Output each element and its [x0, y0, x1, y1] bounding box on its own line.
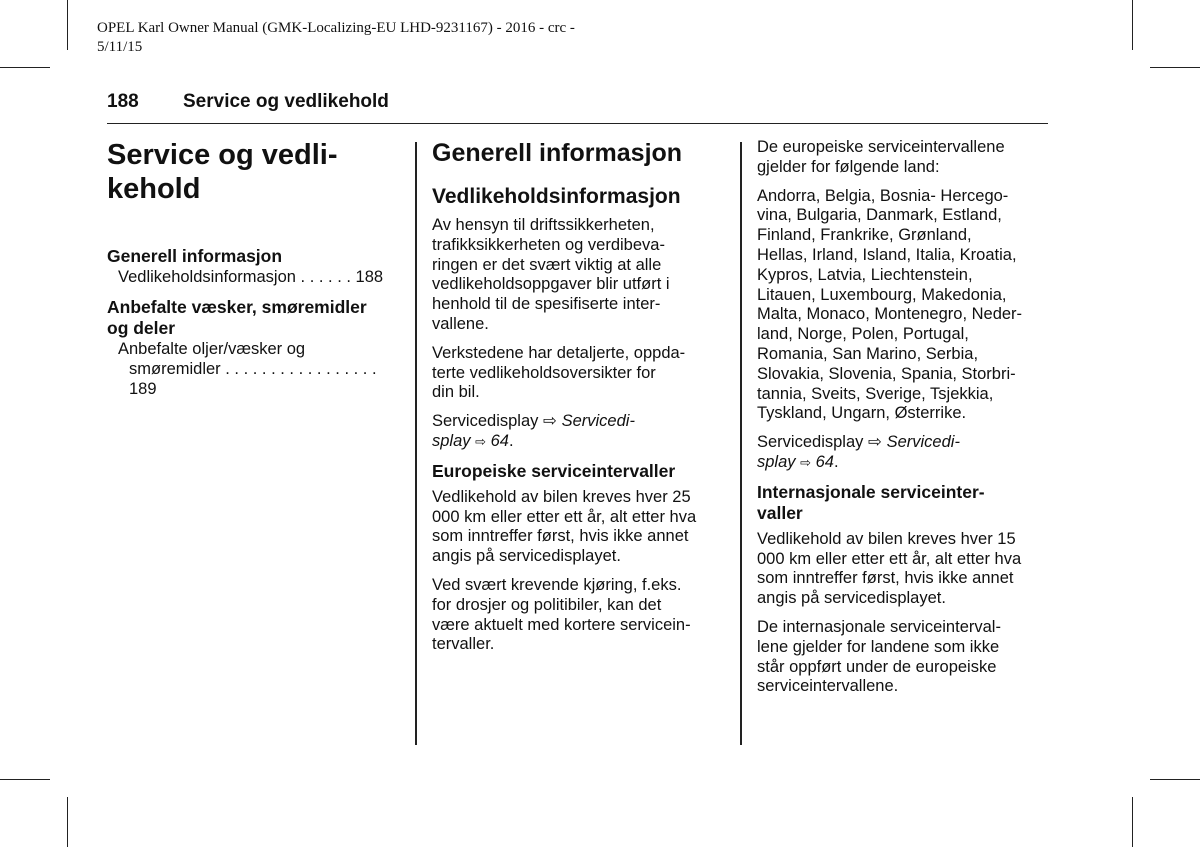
- subsection-heading: Internasjonale serviceinter- valler: [757, 481, 985, 523]
- page-reference[interactable]: 64: [490, 431, 509, 450]
- cross-reference[interactable]: Servicedisplay ⇨ Servicedi- splay ⇨ 64.: [432, 412, 635, 450]
- cross-reference[interactable]: Servicedisplay ⇨ Servicedi- splay ⇨ 64.: [757, 433, 960, 471]
- toc-entry[interactable]: Vedlikeholdsinformasjon . . . . . . 188: [118, 268, 384, 286]
- chapter-title: Service og vedli- kehold: [107, 139, 338, 205]
- toc-column: [107, 138, 402, 399]
- column-divider: [740, 142, 742, 745]
- document-meta: OPEL Karl Owner Manual (GMK-Localizing-EU LHD-9231167) - 2016 - crc - 5/11/15: [97, 20, 575, 55]
- reference-arrow-icon: ⇨: [542, 412, 557, 431]
- crop-mark: [67, 797, 68, 847]
- column-divider: [415, 142, 417, 745]
- reference-arrow-icon: ⇨: [475, 433, 487, 449]
- paragraph: Ved svært krevende kjøring, f.eks. for drosjer og politibiler, kan det være aktuelt med kortere servicein- tervaller.: [432, 575, 691, 654]
- crop-mark: [0, 67, 50, 68]
- subsection-heading: Vedlikeholdsinformasjon: [432, 185, 681, 208]
- crop-mark: [0, 779, 50, 780]
- paragraph: De internasjonale serviceinterval- lene gjelder for landene som ikke står oppført under de europeiske serviceintervallene.: [757, 617, 1001, 696]
- paragraph: De europeiske serviceintervallene gjelder for følgende land:: [757, 138, 1005, 176]
- running-title: Service og vedlikehold: [183, 91, 389, 112]
- crop-mark: [1150, 67, 1200, 68]
- crop-mark: [1132, 0, 1133, 50]
- section-heading: Generell informasjon: [432, 139, 683, 167]
- crop-mark: [67, 0, 68, 50]
- page-number: 188: [107, 91, 139, 112]
- subsection-heading: Europeiske serviceintervaller: [432, 460, 676, 481]
- running-header: [107, 90, 1048, 124]
- page-reference[interactable]: 64: [815, 452, 834, 471]
- toc-heading: Anbefalte væsker, smøremidler og deler: [107, 297, 367, 338]
- content-column-2: [757, 138, 1052, 706]
- reference-arrow-icon: ⇨: [867, 433, 882, 452]
- crop-mark: [1132, 797, 1133, 847]
- toc-heading: Generell informasjon: [107, 246, 283, 266]
- paragraph: Vedlikehold av bilen kreves hver 25 000 km eller etter ett år, alt etter hva som inntreffer først, hvis ikke annet angis på servicedisplayet.: [432, 487, 697, 566]
- country-list: Andorra, Belgia, Bosnia- Hercego- vina, Bulgaria, Danmark, Estland, Finland, Frankrike, Grønland, Hellas, Irland, Island, Italia, Kroatia, Kypros, Latvia, Liechtenstein, Litauen, Luxembourg, Makedonia, Malta, Monaco, Montenegro, Neder- land, Norge, Polen, Portugal, Romania, San Marino, Serbia, Slovakia, Slovenia, Spania, Storbri- tannia, Sveits, Sverige, Tsjekkia, Tyskland, Ungarn, Østerrike.: [757, 186, 1023, 423]
- toc-entry[interactable]: Anbefalte oljer/væsker og: [118, 340, 306, 358]
- toc-entry-continued[interactable]: smøremidler . . . . . . . . . . . . . . . . . 189: [129, 360, 377, 398]
- crop-mark: [1150, 779, 1200, 780]
- paragraph: Vedlikehold av bilen kreves hver 15 000 km eller etter ett år, alt etter hva som inntreffer først, hvis ikke annet angis på servicedisplayet.: [757, 529, 1022, 608]
- content-column-1: [432, 138, 727, 664]
- paragraph: Verkstedene har detaljerte, oppda- terte vedlikeholdsoversikter for din bil.: [432, 343, 686, 402]
- paragraph: Av hensyn til driftssikkerheten, trafikksikkerheten og verdibeva- ringen er det svært viktig at alle vedlikeholdsoppgaver blir utført i henhold til de spesifiserte inter- vallene.: [432, 216, 670, 333]
- reference-arrow-icon: ⇨: [800, 454, 812, 470]
